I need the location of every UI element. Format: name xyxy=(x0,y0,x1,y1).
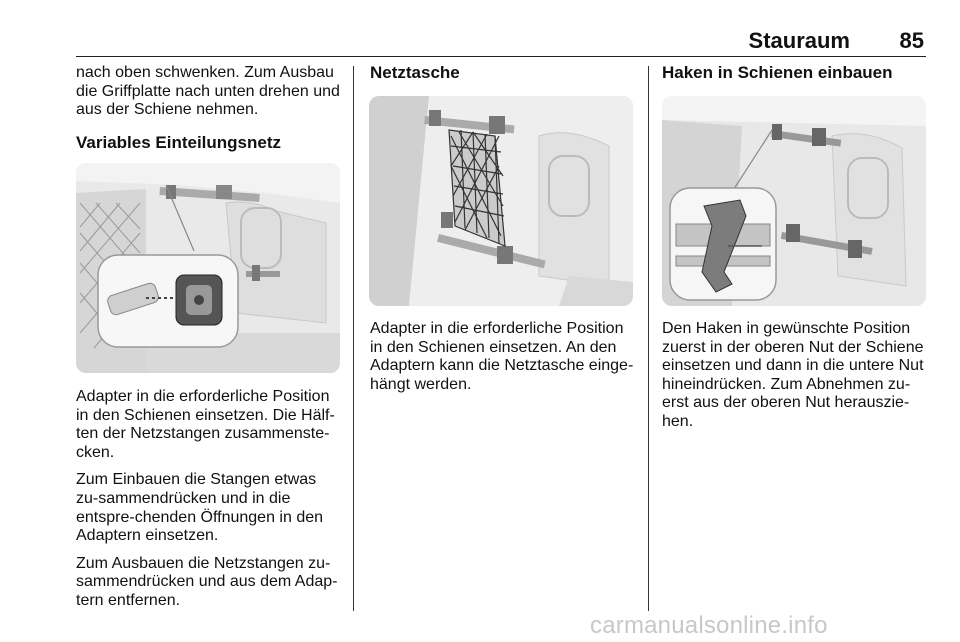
net-adapter-illustration xyxy=(76,163,340,373)
column-2-body xyxy=(370,320,638,403)
section-heading: Netztasche xyxy=(370,63,460,82)
column-1 xyxy=(76,64,342,161)
section-heading: Haken in Schienen einbauen xyxy=(662,63,893,82)
section-heading: Variables Einteilungsnetz xyxy=(76,132,282,152)
hook-rail-illustration xyxy=(662,96,926,306)
paragraph: Zum Einbauen die Stangen etwas zu-sammendrücken und in die entspre-chenden Öffnungen in den Adaptern einsetzen. xyxy=(76,471,324,545)
column-2 xyxy=(370,64,636,92)
watermark: carmanualsonline.info xyxy=(590,612,828,639)
header-rule xyxy=(76,56,926,57)
column-3 xyxy=(662,64,928,92)
intro-paragraph: nach oben schwenken. Zum Ausbau die Griffplatte nach unten drehen und aus der Schiene nehmen. xyxy=(76,64,340,119)
column-divider xyxy=(648,66,649,611)
page-header-title: Stauraum xyxy=(748,28,850,53)
column-divider xyxy=(353,66,354,611)
net-pocket-illustration xyxy=(369,96,633,306)
paragraph: Zum Ausbauen die Netzstangen zu-sammendrücken und aus dem Adap-tern entfernen. xyxy=(76,554,338,609)
page-number: 85 xyxy=(899,28,924,53)
paragraph: Adapter in die erforderliche Position in den Schienen einsetzen. An den Adaptern kann die Netztasche einge-hängt werden. xyxy=(370,320,634,393)
column-3-body xyxy=(662,320,930,441)
paragraph: Den Haken in gewünschte Position zuerst in der oberen Nut der Schiene einsetzen und dann in die untere Nut hineindrücken. Zum Abnehmen zu-erst aus der oberen Nut herauszie-hen. xyxy=(662,320,924,430)
paragraph: Adapter in die erforderliche Position in den Schienen einsetzen. Die Hälf-ten der Netzstangen zusammenste-cken. xyxy=(76,388,335,461)
column-1-body xyxy=(76,388,342,620)
